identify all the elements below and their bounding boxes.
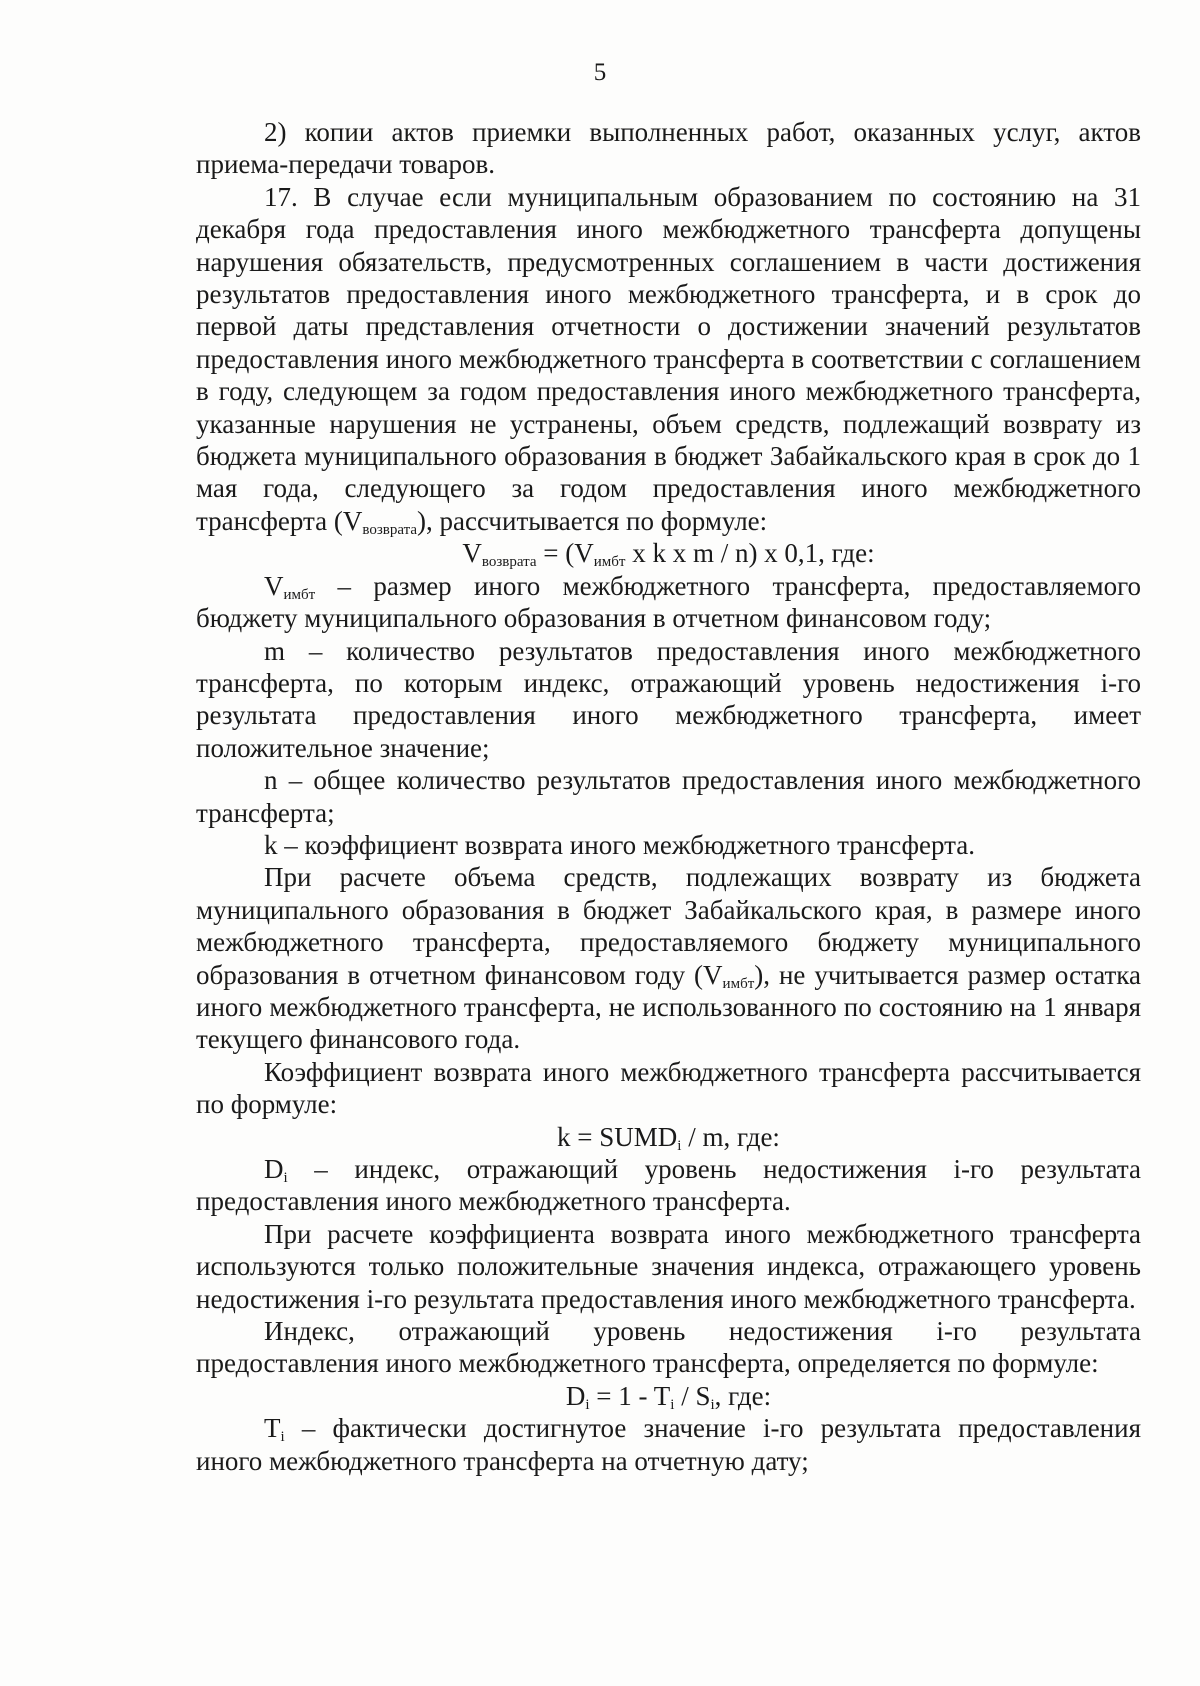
definition-d-i — [196, 1153, 1141, 1218]
formula-subscript: i — [670, 1396, 675, 1413]
definition-symbol: D — [264, 1154, 284, 1184]
formula-part: / S — [674, 1380, 711, 1411]
definition-text: – фактически достигнутое значение i-го результата предоставления иного межбюджетного трансферта на отчетную дату; — [196, 1413, 1141, 1476]
formula-part: x k x m / n) x 0,1, где: — [625, 538, 875, 569]
paragraph-calculation-note — [196, 861, 1141, 1055]
paragraph-text: ), не учитывается размер остатка иного межбюджетного трансферта, не использованного по состоянию на 1 января текущего финансового года. — [196, 959, 1141, 1055]
definition-subscript: i — [283, 1170, 288, 1186]
formula-subscript: i — [677, 1137, 682, 1154]
paragraph-text: При расчете объема средств, подлежащих возврату из бюджета муниципального образования в бюджет Забайкальского края, в размере иного межбюджетного трансферта, предоставляемого бюджету муниципального образования в отчетном финансовом году (V — [196, 862, 1141, 990]
definition-subscript: i — [280, 1429, 285, 1446]
formula-part: V — [462, 538, 482, 569]
formula-part: k = SUMD — [557, 1121, 678, 1152]
formula-part: = 1 - T — [589, 1380, 671, 1411]
page-number: 5 — [593, 59, 607, 86]
definition-n: n – общее количество результатов предоставления иного межбюджетного трансферта; — [196, 765, 1141, 828]
definition-text: – размер иного межбюджетного трансферта, предоставляемого бюджету муниципального образования в отчетном финансовом году; — [196, 570, 1141, 634]
definition-symbol: T — [264, 1413, 281, 1444]
definition-k: k – коэффициент возврата иного межбюджетного трансферта. — [264, 829, 976, 860]
definition-symbol: V — [264, 570, 284, 601]
formula-part: D — [565, 1380, 586, 1411]
paragraph-index-intro: Индекс, отражающий уровень недостижения i-го результата предоставления иного межбюджетного трансферта, определяется по формуле: — [196, 1316, 1141, 1379]
paragraph-subscript: имбт — [722, 975, 755, 992]
formula-v-vozvrata — [196, 537, 1141, 569]
document-body — [196, 116, 1141, 1477]
formula-part: = (V — [536, 538, 594, 569]
definition-m: m – количество результатов предоставления иного межбюджетного трансферта, по которым индекс, отражающий уровень недостижения i-го результата предоставления иного межбюджетного трансферта, имеет положительное значение; — [196, 635, 1141, 763]
formula-part: , где: — [714, 1380, 772, 1411]
paragraph-17-text: 17. В случае если муниципальным образованием по состоянию на 31 декабря года предоставления иного межбюджетного трансферта допущены нарушения обязательств, предусмотренных соглашением в части достижения результатов предоставления иного межбюджетного трансферта, и в срок до первой даты представления отчетности о достижении значений результатов предоставления иного межбюджетного трансферта в соответствии с соглашением в году, следующем за годом предоставления иного межбюджетного трансферта, указанные нарушения не устранены, объем средств, подлежащий возврату из бюджета муниципального образования в бюджет Забайкальского края в срок до 1 мая года, следующего за годом предоставления иного межбюджетного трансферта (V — [196, 181, 1141, 536]
definition-subscript: имбт — [283, 586, 316, 603]
definition-t-i — [196, 1412, 1141, 1477]
paragraph-17-end: ), рассчитывается по формуле: — [417, 505, 768, 536]
formula-d-i — [196, 1380, 1141, 1412]
formula-subscript: i — [585, 1396, 590, 1413]
definition-v-imbt — [196, 570, 1141, 635]
formula-part: / m, где: — [681, 1121, 780, 1152]
formula-subscript: i — [710, 1396, 715, 1413]
formula-k — [196, 1121, 1141, 1153]
definition-text: – индекс, отражающий уровень недостижения i-го результата предоставления иного межбюджетного трансферта. — [196, 1154, 1141, 1217]
paragraph-positive-values: При расчете коэффициента возврата иного межбюджетного трансферта используются только положительные значения индекса, отражающего уровень недостижения i-го результата предоставления иного межбюджетного трансферта. — [196, 1218, 1141, 1314]
formula-subscript: имбт — [593, 554, 626, 571]
paragraph-coefficient-intro: Коэффициент возврата иного межбюджетного трансферта рассчитывается по формуле: — [196, 1056, 1141, 1120]
subscript-vozvrata: возврата — [362, 521, 418, 538]
paragraph-17 — [196, 181, 1141, 537]
paragraph-copies-of-acts: 2) копии актов приемки выполненных работ, оказанных услуг, актов приема-передачи товаров. — [196, 117, 1141, 180]
formula-subscript: возврата — [481, 554, 537, 571]
